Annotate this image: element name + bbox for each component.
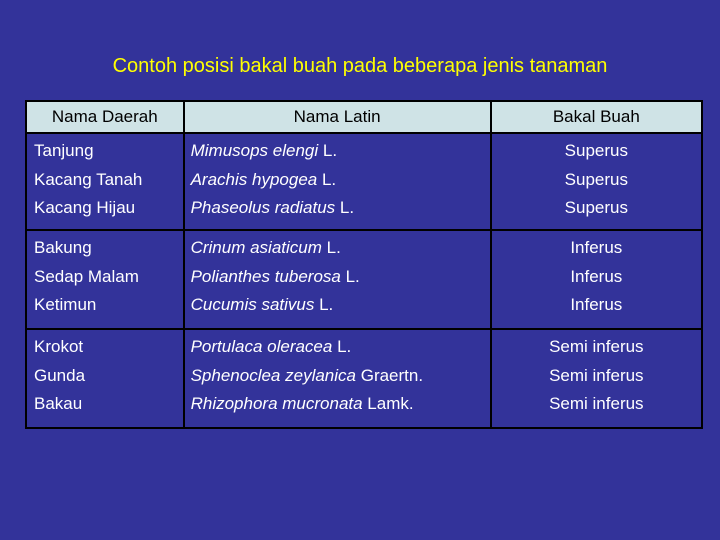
nama-latin: [191, 362, 490, 391]
nama-daerah: Ketimun: [34, 295, 97, 314]
species-author: L.: [321, 238, 341, 257]
species-name: Cucumis sativus: [190, 295, 315, 314]
bakal-buah: Superus: [564, 141, 628, 160]
bakal-buah: Superus: [564, 198, 628, 217]
species-name: Sphenoclea zeylanica: [190, 365, 356, 385]
species-author: L.: [332, 337, 352, 356]
species-author: L.: [318, 141, 338, 160]
nama-daerah: Gunda: [34, 365, 86, 385]
species-name: Phaseolus radiatus: [190, 198, 336, 217]
bakal-buah: Superus: [564, 169, 628, 189]
bakal-buah: Inferus: [570, 238, 623, 257]
nama-daerah: Krokot: [34, 337, 84, 356]
cell-nama-latin: [184, 230, 491, 329]
table-header-row: [26, 101, 702, 133]
species-name: Rhizophora mucronata: [190, 394, 363, 413]
table-row: [26, 133, 702, 230]
species-author: L.: [317, 169, 337, 189]
bakal-buah: Semi inferus: [549, 337, 644, 356]
nama-daerah: Bakung: [34, 238, 92, 257]
cell-nama-daerah: [26, 329, 184, 428]
bakal-buah: Inferus: [570, 266, 623, 286]
cell-bakal-buah: [491, 230, 702, 329]
cell-bakal-buah: [491, 133, 702, 230]
cell-nama-daerah: [26, 230, 184, 329]
cell-nama-latin: [184, 329, 491, 428]
cell-nama-latin: [184, 133, 491, 230]
species-name: Arachis hypogea: [190, 169, 318, 189]
species-name: Polianthes tuberosa: [190, 266, 341, 286]
nama-latin: [191, 333, 490, 362]
species-author: Graertn.: [356, 365, 424, 385]
nama-daerah: Bakau: [34, 394, 83, 413]
nama-latin: [191, 166, 490, 195]
table-row: [26, 230, 702, 329]
species-author: Lamk.: [362, 394, 414, 413]
nama-latin: [191, 390, 490, 419]
header-bakal-buah: Bakal Buah: [491, 101, 702, 133]
page-title: Contoh posisi bakal buah pada beberapa jenis tanaman: [112, 55, 608, 77]
species-name: Portulaca oleracea: [190, 337, 333, 356]
bakal-buah: Semi inferus: [549, 365, 644, 385]
species-author: L.: [314, 295, 334, 314]
nama-latin: [191, 137, 490, 166]
nama-daerah: Tanjung: [34, 141, 94, 160]
table-row: [26, 329, 702, 428]
species-name: Crinum asiaticum: [190, 238, 322, 257]
nama-latin: [191, 291, 490, 320]
header-nama-daerah: Nama Daerah: [26, 101, 184, 133]
bakal-buah: Inferus: [570, 295, 623, 314]
nama-latin: [191, 263, 490, 292]
nama-daerah: Kacang Tanah: [34, 169, 143, 189]
cell-bakal-buah: [491, 329, 702, 428]
bakal-buah: Semi inferus: [549, 394, 644, 413]
nama-latin: [191, 234, 490, 263]
nama-daerah: Sedap Malam: [34, 266, 139, 286]
nama-daerah: Kacang Hijau: [34, 198, 136, 217]
plant-table: [25, 100, 703, 429]
species-author: L.: [340, 266, 360, 286]
nama-latin: [191, 194, 490, 223]
species-name: Mimusops elengi: [190, 141, 319, 160]
species-author: L.: [335, 198, 355, 217]
cell-nama-daerah: [26, 133, 184, 230]
header-nama-latin: Nama Latin: [184, 101, 491, 133]
